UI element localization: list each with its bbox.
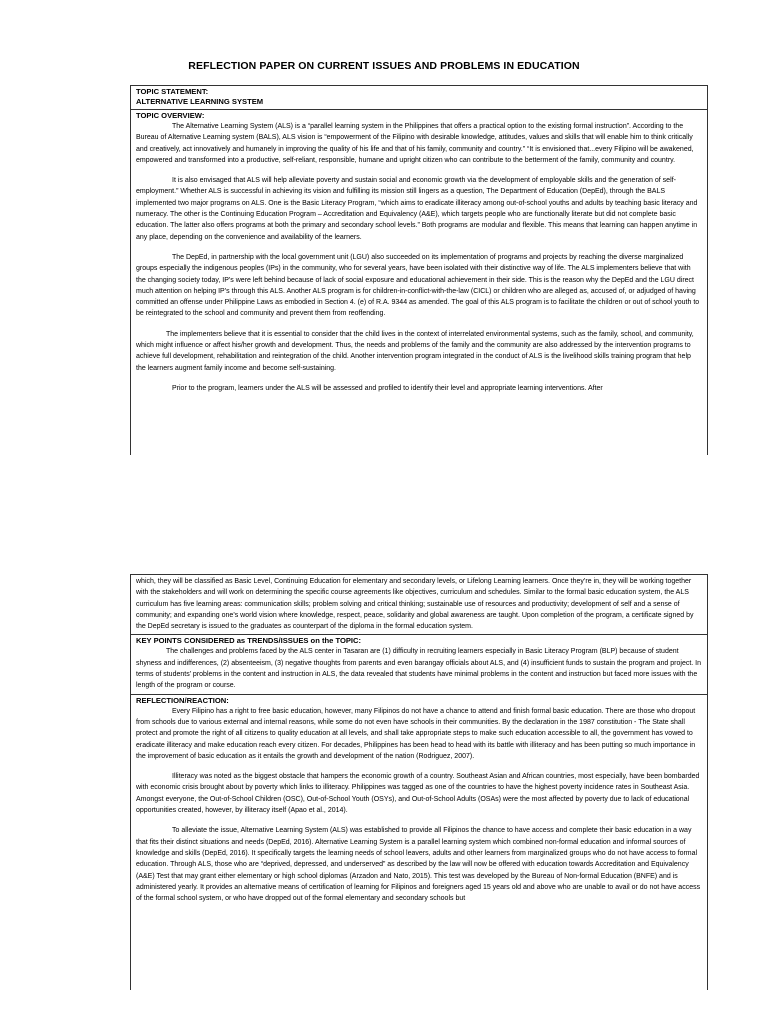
- reflection-cell: [131, 695, 707, 907]
- topic-overview-cell: [131, 110, 707, 396]
- overview-continued-paragraph: which, they will be classified as Basic Level, Continuing Education for elementary and secondary levels, or Lifelong Learning learners. Once they’re in, they will be working together with the stakeholders and will work on determining the specific course agreements like objectives, curriculum and schedules. Similar to the formal basic education system, the ALS curriculum has five learning areas: communication skills; problem solving and critical thinking; sustainable use of resources and productivity; development of self and a sense of community; and expanding one’s world vision where knowledge, respect, peace, solidarity and global awareness are taught. Upon completion of the program, a certificate signed by the DepEd secretary is issued to the graduates as counterpart of the diploma in the formal education system.: [136, 578, 694, 631]
- reflection-paragraph: Illiteracy was noted as the biggest obstacle that hampers the economic growth of a country. Southeast Asian and African countries, most especially, have been bombarded with economic crisis brought about by poverty which links to illiteracy. Philippines was tagged as one of the countries to have the highest poverty incidence rates in Southeast Asia. Amongst everyone, the Out-of-School Children (OSC), Out-of-School Youth (OSYs), and Out-of-School Adults (OSAs) were the most affected by poverty due to lack of educational opportunities created, however, by illiteracy itself (Apao et al., 2014).: [136, 773, 700, 815]
- topic-statement-value: ALTERNATIVE LEARNING SYSTEM: [136, 97, 264, 106]
- overview-paragraph: The Alternative Learning System (ALS) is a “parallel learning system in the Philippines that offers a practical option to the existing formal instruction”. According to the Bureau of Alternative Learning system (BALS), ALS vision is “empowerment of the Filipino with desirable knowledge, attitudes, values and skills that will enable him to think critically and creatively, act innovatively and humanely in improving the quality of his life and that of his family, community and country.” “It is envisioned that...every Filipino will be awakened, empowered and transformed into a productive, self-reliant, responsible, humane and upright citizen who can contribute to the betterment of the family, community and country.: [136, 123, 694, 164]
- key-points-label: KEY POINTS CONSIDERED as TRENDS/ISSUES on the TOPIC:: [136, 636, 362, 646]
- topic-statement-cell: [131, 86, 707, 110]
- topic-overview-label: TOPIC OVERVIEW:: [136, 111, 205, 120]
- document-table-page-1: [130, 85, 708, 455]
- reflection-paragraph: To alleviate the issue, Alternative Learning System (ALS) was established to provide all Filipinos the chance to have access and complete their basic education in a way that fits their distinct situations and needs (DepEd, 2016). Alternative Learning System is a parallel learning system which combined non-formal education and informal sources of knowledge and skills (DepEd, 2016). It specifically targets the learning needs of school leavers, adults and other learners from marginalized groups who do not have access to formal education. Through ALS, those who are “deprived, depressed, and underserved” as described by the law will now be offered with education towards Accreditation and Equivalency (A&E) Test that may grant either elementary or high school diplomas (Arzadon and Nato, 2015). This test was developed by the Bureau of Non-formal Education (BNFE) and is administered yearly. It provides an alternative means of certification of learning for Filipinos and foreigners aged 15 years old and above who are unable to avail or do not have access of the formal school system, or who have dropped out of the formal elementary and secondary schools but: [136, 827, 701, 903]
- document-table-page-2: [130, 574, 708, 990]
- overview-paragraph: It is also envisaged that ALS will help alleviate poverty and sustain social and economic growth via the development of employable skills and the generation of self-employment.” Whether ALS is successful in achieving its vision and fulfilling its mission still lingers as a question, The Department of Education (DepEd), through the BALS implemented two major programs on ALS. One is the Basic Literacy Program, “which aims to eradicate illiteracy among out-of-school youths and adults by teaching basic literacy and numeracy. The other is the Continuing Education Program – Accreditation and Equivalency (A&E), which targets people who are functionally literate but did not complete basic education. The latter also offers programs at both the primary and secondary school levels.” Both programs are modular and flexible. This means that learning can happen anytime in any place, depending on the convenience and availability of the learners.: [136, 177, 698, 241]
- key-points-paragraph: The challenges and problems faced by the ALS center in Tasaran are (1) difficulty in recruiting learners especially in Basic Literacy Program (BLP) because of student shyness and indifferences, (2) absenteeism, (3) negative thoughts from parents and even barangay officials about ALS, and (4) insufficient funds to sustain the program and project. In terms of students’ problems in the content and instruction in ALS, the data revealed that students have minimal problems in the content and instruction but faced more issues with the length of the program or course.: [136, 648, 702, 690]
- overview-paragraph: The implementers believe that it is essential to consider that the child lives in the context of interrelated environmental systems, such as the family, school, and community, which might influence or affect his/her growth and development. Thus, the needs and problems of the family and the community are also addressed by the intervention programs to achieve full development, rehabilitation and reintegration of the child. Another intervention program integrated in the conduct of ALS is the livelihood skills training program that help the learners augment family income and become self-sustaining.: [136, 330, 694, 372]
- overview-paragraph: The DepEd, in partnership with the local government unit (LGU) also succeeded on its implementation of programs and projects by reaching the diverse marginalized groups especially the indigenous peoples (IPs) in the community, who for several years, have been isolated with their distinctive way of life. The ALS implementers believe that with the changing society today, IP’s were left behind because of lack of social exposure and educational achievement in their side. This is the reason why the DepEd and the LGU direct much attention on helping IP’s through this ALS. Another ALS program is for children-in-conflict-with-the-law (CICL) or children who are alleged as, accused of, or adjudged of having committed an offense under Philippine Laws as embodied in Section 4. (e) of R.A. 9344 as amended. The goal of this ALS program is to facilitate the children or out of school youth to be reintegrated to the school and community and prevent them from reoffending.: [136, 253, 700, 318]
- key-points-cell: [131, 635, 707, 694]
- overview-paragraph: Prior to the program, learners under the ALS will be assessed and profiled to identify their level and appropriate learning interventions. After: [172, 384, 603, 392]
- reflection-label: REFLECTION/REACTION:: [136, 695, 229, 705]
- page-title: REFLECTION PAPER ON CURRENT ISSUES AND PROBLEMS IN EDUCATION: [188, 60, 580, 72]
- reflection-paragraph: Every Filipino has a right to free basic education, however, many Filipinos do not have a chance to attend and finish formal basic education. There are those who dropout from schools due to various external and internal reasons, while some do not even have schools in their communities. By the declaration in the 1987 constitution - The State shall protect and promote the right of all citizens to quality education at all levels, and shall take appropriate steps to make such education accessible to all, the government has vowed to eradicate illiteracy and make education reach every citizen. For decades, Philippines has been head to head with its battle with illiteracy and has been putting so much importance in the improvement of basic education as it entails the growth and development of the nation (Rodriguez, 2007).: [136, 707, 696, 760]
- overview-continued-cell: [131, 575, 707, 635]
- topic-statement-label: TOPIC STATEMENT:: [136, 87, 209, 96]
